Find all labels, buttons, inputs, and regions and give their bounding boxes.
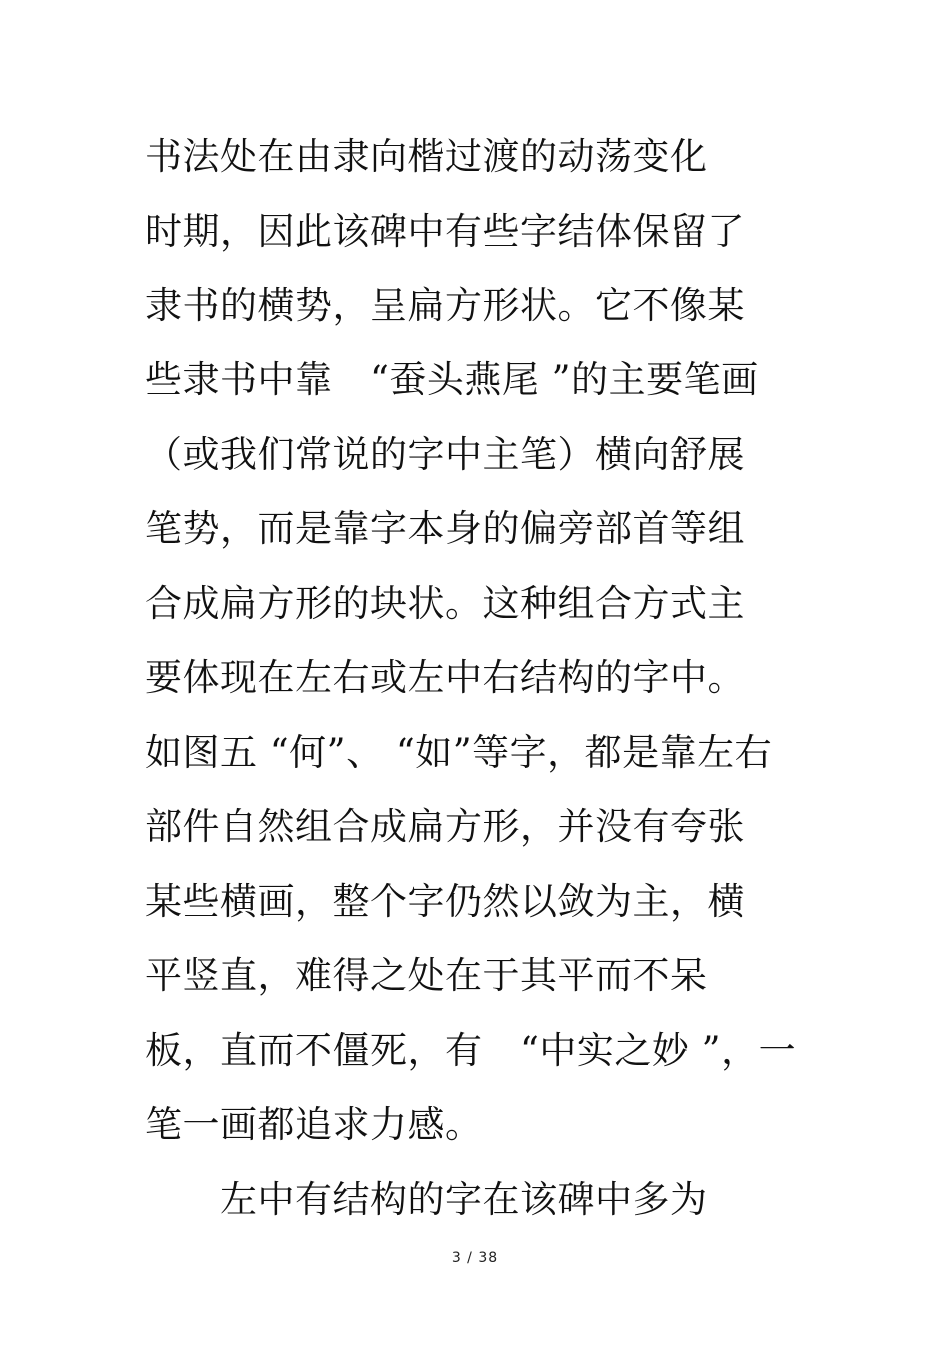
text-line: 书法处在由隶向楷过渡的动荡变化 xyxy=(145,135,708,178)
text-line: 合成扁方形的块状。这种组合方式主 xyxy=(145,582,745,625)
text-line: 平竖直，难得之处在于其平而不呆 xyxy=(145,954,708,997)
text-line: 部件自然组合成扁方形，并没有夸张 xyxy=(145,805,745,848)
text-line: 隶书的横势，呈扁方形状。它不像某 xyxy=(145,284,745,327)
text-line: 板，直而不僵死，有 “中实之妙 ”，一 xyxy=(145,1029,797,1072)
text-line: 左中有结构的字在该碑中多为 xyxy=(145,1178,708,1221)
text-line: 笔一画都追求力感。 xyxy=(145,1103,483,1146)
text-line: 些隶书中靠 “蚕头燕尾 ”的主要笔画 xyxy=(145,358,759,401)
text-line: 某些横画，整个字仍然以敛为主，横 xyxy=(145,880,745,923)
page-number: 3 / 38 xyxy=(451,1250,499,1266)
text-line: 如图五 “何”、 “如”等字，都是靠左右 xyxy=(145,731,773,774)
text-line: 时期，因此该碑中有些字结体保留了 xyxy=(145,210,745,253)
text-line: （或我们常说的字中主笔）横向舒展 xyxy=(145,433,745,476)
text-line: 要体现在左右或左中右结构的字中。 xyxy=(145,656,745,699)
text-line: 笔势，而是靠字本身的偏旁部首等组 xyxy=(145,507,745,550)
